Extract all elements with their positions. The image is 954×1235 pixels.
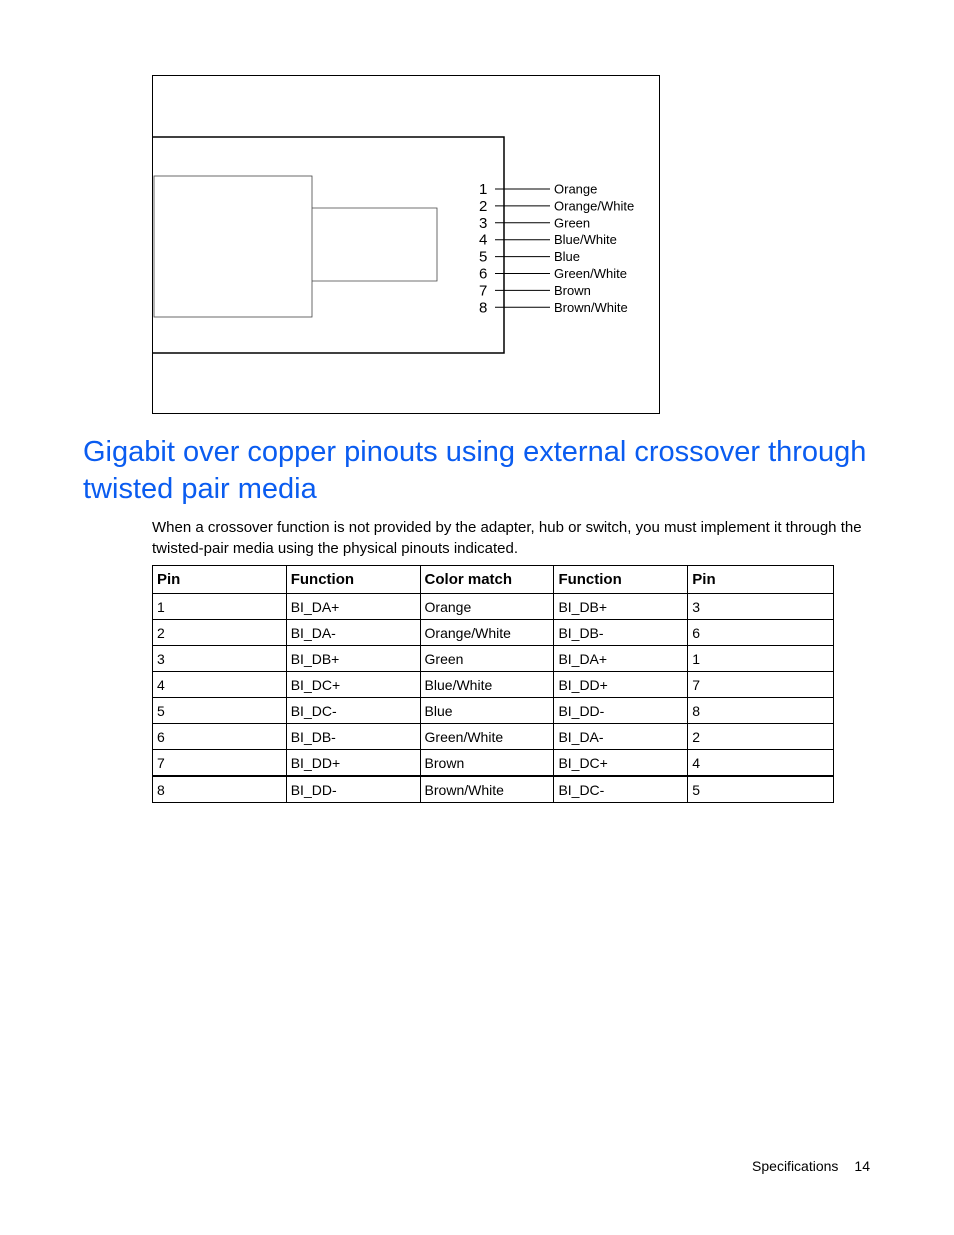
cell-function-crossover: BI_DB- xyxy=(554,620,688,646)
table-row xyxy=(153,646,834,672)
header-pin-crossover: Pin xyxy=(688,566,834,594)
pin-color-label: Blue xyxy=(554,249,581,265)
cell-pin: 3 xyxy=(153,646,287,672)
cell-function: BI_DB- xyxy=(286,724,420,750)
pin-number: 7 xyxy=(479,282,488,300)
table-row xyxy=(153,672,834,698)
table-row xyxy=(153,620,834,646)
header-function: Function xyxy=(286,566,420,594)
pin-number: 5 xyxy=(479,248,488,266)
pin-number: 8 xyxy=(479,299,488,317)
cell-function-crossover: BI_DD- xyxy=(554,698,688,724)
table-row xyxy=(153,750,834,777)
pin-color-label: Brown xyxy=(554,282,591,298)
cell-pin: 4 xyxy=(153,672,287,698)
pin-color-label: Green/White xyxy=(554,266,627,281)
connector-housing xyxy=(154,176,312,317)
cell-function-crossover: BI_DB+ xyxy=(554,594,688,620)
footer-section-name: Specifications xyxy=(752,1158,839,1174)
pin-number: 3 xyxy=(479,214,488,232)
cell-pin-crossover: 6 xyxy=(688,620,834,646)
intro-paragraph: When a crossover function is not provided by the adapter, hub or switch, you must implement it through the twisted-pair media using the physical pinouts indicated. xyxy=(152,519,862,557)
pin-color-label: Green xyxy=(554,215,591,231)
cell-color-match: Orange xyxy=(420,594,554,620)
cell-pin: 2 xyxy=(153,620,287,646)
header-color-match: Color match xyxy=(420,566,554,594)
pin-color-label: Orange xyxy=(554,181,598,197)
cell-pin: 5 xyxy=(153,698,287,724)
connector-latch xyxy=(312,208,437,281)
cell-color-match: Green xyxy=(420,646,554,672)
section-title: Gigabit over copper pinouts using external crossover through twisted pair media xyxy=(83,436,867,505)
cell-pin: 1 xyxy=(153,594,287,620)
pin-color-label: Brown/White xyxy=(554,299,628,315)
pinout-table xyxy=(152,565,834,803)
cell-pin: 8 xyxy=(153,776,287,803)
cell-function-crossover: BI_DD+ xyxy=(554,672,688,698)
connector-body xyxy=(153,137,504,353)
cell-color-match: Brown/White xyxy=(420,776,554,803)
header-pin: Pin xyxy=(153,566,287,594)
cell-function: BI_DA+ xyxy=(286,594,420,620)
cell-function: BI_DC- xyxy=(286,698,420,724)
pin-group xyxy=(479,181,634,316)
cell-pin-crossover: 5 xyxy=(688,776,834,803)
table-header-row xyxy=(153,566,834,594)
table-row xyxy=(153,724,834,750)
cell-function: BI_DD- xyxy=(286,776,420,803)
table-row xyxy=(153,594,834,620)
cell-pin-crossover: 4 xyxy=(688,750,834,777)
cell-function-crossover: BI_DA+ xyxy=(554,646,688,672)
cell-pin-crossover: 7 xyxy=(688,672,834,698)
page-number: 14 xyxy=(854,1158,870,1174)
cell-function: BI_DC+ xyxy=(286,672,420,698)
cell-pin-crossover: 2 xyxy=(688,724,834,750)
page-footer xyxy=(752,1158,870,1174)
cell-pin: 6 xyxy=(153,724,287,750)
pin-number: 1 xyxy=(479,181,488,198)
cell-function-crossover: BI_DC+ xyxy=(554,750,688,777)
cell-pin-crossover: 3 xyxy=(688,594,834,620)
cell-color-match: Green/White xyxy=(420,724,554,750)
pin-number: 4 xyxy=(479,231,488,249)
cell-function: BI_DA- xyxy=(286,620,420,646)
cell-color-match: Blue/White xyxy=(420,672,554,698)
pin-number: 6 xyxy=(479,265,488,283)
cell-pin-crossover: 1 xyxy=(688,646,834,672)
cell-color-match: Brown xyxy=(420,750,554,777)
connector-diagram xyxy=(152,75,660,414)
header-function-crossover: Function xyxy=(554,566,688,594)
table-row xyxy=(153,698,834,724)
cell-pin-crossover: 8 xyxy=(688,698,834,724)
cell-function: BI_DB+ xyxy=(286,646,420,672)
pin-color-label: Orange/White xyxy=(554,198,635,214)
cell-color-match: Orange/White xyxy=(420,620,554,646)
pin-number: 2 xyxy=(479,197,488,215)
cell-pin: 7 xyxy=(153,750,287,777)
pin-color-label: Blue/White xyxy=(554,232,617,248)
cell-function: BI_DD+ xyxy=(286,750,420,777)
table-row xyxy=(153,776,834,803)
cell-color-match: Blue xyxy=(420,698,554,724)
cell-function-crossover: BI_DC- xyxy=(554,776,688,803)
cell-function-crossover: BI_DA- xyxy=(554,724,688,750)
connector-diagram-svg xyxy=(153,76,659,413)
